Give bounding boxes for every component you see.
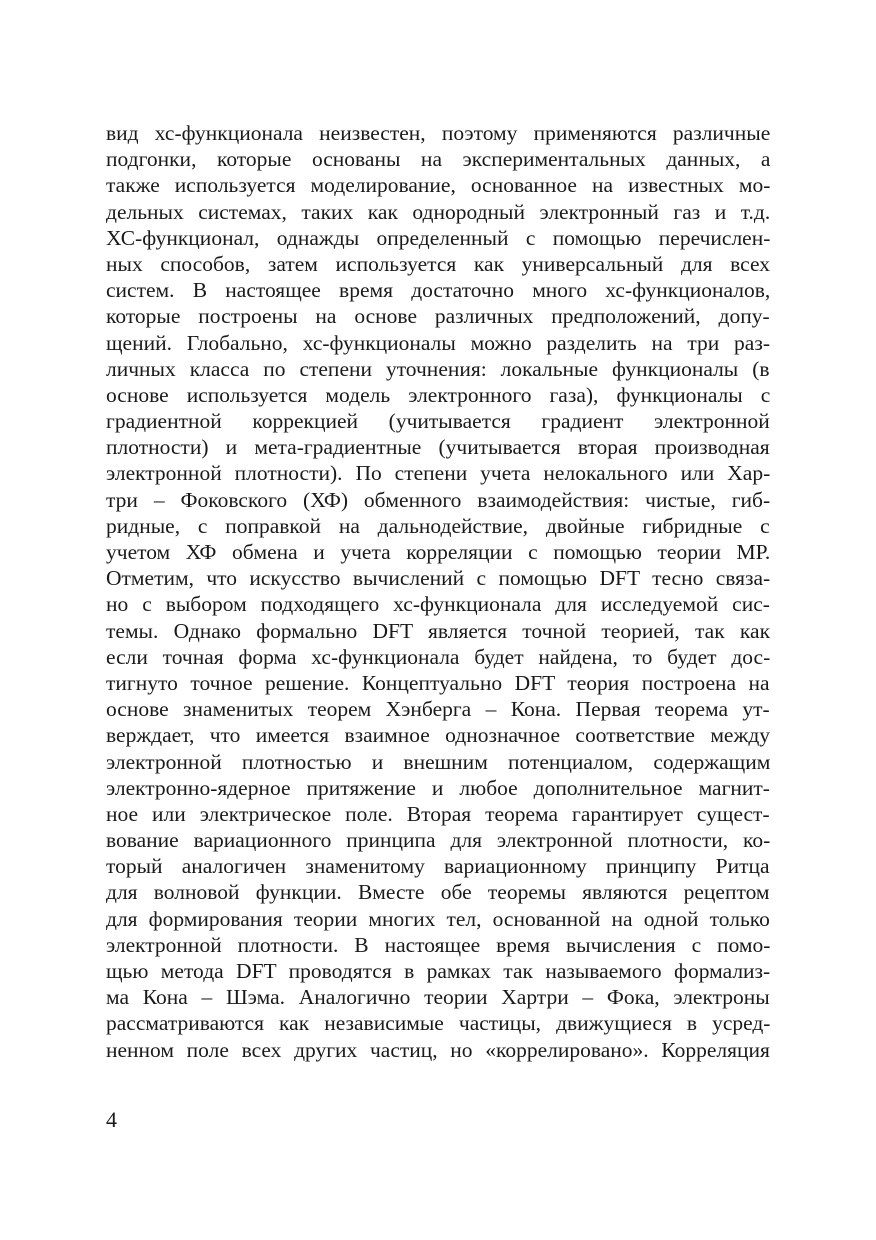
text-line: три – Фоковского (ХФ) обменного взаимодействия: чистые, гиб- — [106, 487, 771, 512]
text-line: щью метода DFT проводятся в рамках так называемого формализ- — [106, 959, 771, 983]
text-line: верждает, что имеется взаимное однозначное соответствие между — [106, 723, 771, 748]
text-line: темы. Однако формально DFT является точной теорией, так как — [106, 618, 771, 643]
text-line: вид хс-функционала неизвестен, поэтому применяются различные — [106, 121, 771, 145]
text-line: электронно-ядерное притяжение и любое дополнительное магнит- — [106, 775, 770, 800]
text-line: которые построены на основе различных предположений, допу- — [106, 304, 770, 329]
text-line: торый аналогичен знаменитому вариационному принципу Ритца — [106, 854, 770, 879]
text-line: систем. В настоящее время достаточно много хс-функционалов, — [106, 278, 771, 303]
text-line: тигнуто точное решение. Концептуально DFT теория построена на — [106, 670, 770, 695]
text-line: щений. Глобально, хс-функционалы можно разделить на три раз- — [106, 330, 771, 355]
text-line: ХС-функционал, однажды определенный с помощью перечислен- — [106, 225, 771, 250]
text-line: Отметим, что искусство вычислений с помощью DFT тесно связа- — [106, 566, 771, 591]
text-line: ридные, с поправкой на дальнодействие, двойные гибридные с — [106, 513, 770, 538]
text-line: учетом ХФ обмена и учета корреляции с помощью теории МР. — [106, 540, 771, 564]
text-line: ное или электрическое поле. Вторая теорема гарантирует сущест- — [106, 801, 770, 826]
text-line: подгонки, которые основаны на экспериментальных данных, а — [106, 147, 771, 172]
text-line: электронной плотностью и внешним потенциалом, содержащим — [106, 749, 771, 774]
text-line: основе используется модель электронного газа), функционалы с — [106, 382, 771, 407]
text-line: рассматриваются как независимые частицы, движущиеся в усред- — [106, 1011, 771, 1036]
text-line: личных класса по степени уточнения: локальные функционалы (в — [106, 356, 770, 381]
text-line: но с выбором подходящего хс-функционала для исследуемой сис- — [106, 592, 770, 617]
text-line: ных способов, затем используется как универсальный для всех — [106, 251, 771, 276]
body-text — [106, 120, 770, 1063]
text-line: электронной плотности). По степени учета нелокального или Хар- — [106, 461, 771, 486]
text-line: вование вариационного принципа для электронной плотности, ко- — [106, 828, 771, 853]
text-line: плотности) и мета-градиентные (учитывается вторая производная — [106, 435, 770, 460]
text-line: для волновой функции. Вместе обе теоремы являются рецептом — [106, 880, 770, 905]
text-line: электронной плотности. В настоящее время вычисления с помо- — [106, 932, 771, 957]
text-line: ненном поле всех других частиц, но «коррелировано». Корреляция — [106, 1037, 770, 1062]
text-line: дельных системах, таких как однородный электронный газ и т.д. — [106, 199, 771, 224]
text-line: градиентной коррекцией (учитывается градиент электронной — [106, 409, 770, 434]
text-line: для формирования теории многих тел, основанной на одной только — [106, 906, 770, 931]
page-number: 4 — [106, 1107, 117, 1132]
text-line: ма Кона – Шэма. Аналогично теории Хартри – Фока, электроны — [106, 985, 770, 1010]
text-line: также используется моделирование, основанное на известных мо- — [106, 173, 771, 198]
text-line: если точная форма хс-функционала будет найдена, то будет дос- — [106, 644, 771, 669]
text-line: основе знаменитых теорем Хэнберга – Кона. Первая теорема ут- — [106, 697, 770, 722]
